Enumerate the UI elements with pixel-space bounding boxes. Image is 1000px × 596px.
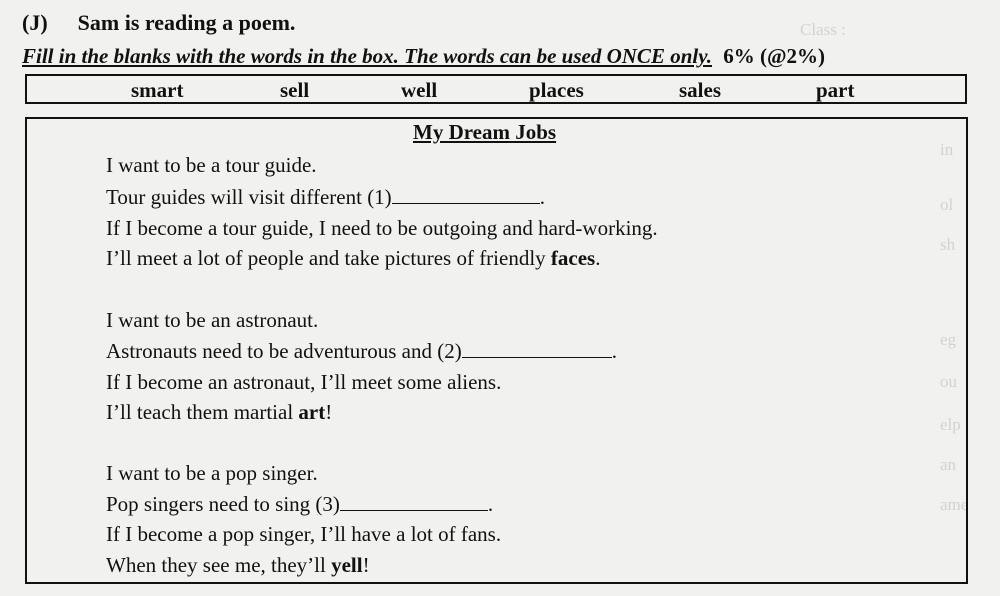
poem-line-text: I’ll teach them martial [106,400,299,424]
poem-line [106,246,600,271]
word-item: well [401,78,438,102]
word-item: places [529,78,584,102]
poem-line [106,185,545,210]
rhyme-word: faces [550,246,596,270]
poem-line [106,553,370,578]
poem-title: My Dream Jobs [413,120,557,144]
poem-line-end: . [487,492,494,516]
answer-blank-1[interactable] [392,185,540,204]
answer-blank-3[interactable] [340,492,488,511]
word-item: smart [131,78,184,102]
poem-line: If I become a pop singer, I’ll have a lot of fans. [106,522,502,546]
marks-label: 6% (@2%) [723,44,826,68]
word-box [25,74,967,104]
question-title: Sam is reading a poem. [77,10,296,35]
poem-line [106,339,617,364]
word-item: part [816,78,855,102]
poem-line: I want to be a tour guide. [106,153,317,177]
instruction-text: Fill in the blanks with the words in the box. The words can be used ONCE only. [22,44,713,68]
poem-line-end: ! [325,400,333,424]
poem-line-text: I’ll meet a lot of people and take pictures of friendly [106,246,551,270]
poem-line: I want to be an astronaut. [106,308,319,332]
poem-line: If I become a tour guide, I need to be outgoing and hard-working. [106,216,658,240]
answer-blank-2[interactable] [462,339,612,358]
poem-line-end: . [539,185,545,209]
word-item: sell [280,78,310,102]
rhyme-word: yell [331,553,363,577]
instruction-line [22,44,825,69]
poem-line [106,492,493,517]
rhyme-word: art [298,400,326,424]
question-letter: (J) [22,10,48,35]
poem-line-end: ! [362,553,370,577]
poem-line [106,400,332,425]
poem-line: If I become an astronaut, I’ll meet some aliens. [106,370,502,394]
poem-line-text: Pop singers need to sing (3) [106,492,340,516]
question-header [22,10,295,36]
poem-line-text: Tour guides will visit different (1) [106,185,392,209]
poem-line-end: . [595,246,601,270]
word-item: sales [679,78,721,102]
poem-line-text: Astronauts need to be adventurous and (2) [106,339,462,363]
poem-line-text: When they see me, they’ll [106,553,332,577]
poem-line-end: . [611,339,617,363]
poem-line: I want to be a pop singer. [106,461,318,485]
